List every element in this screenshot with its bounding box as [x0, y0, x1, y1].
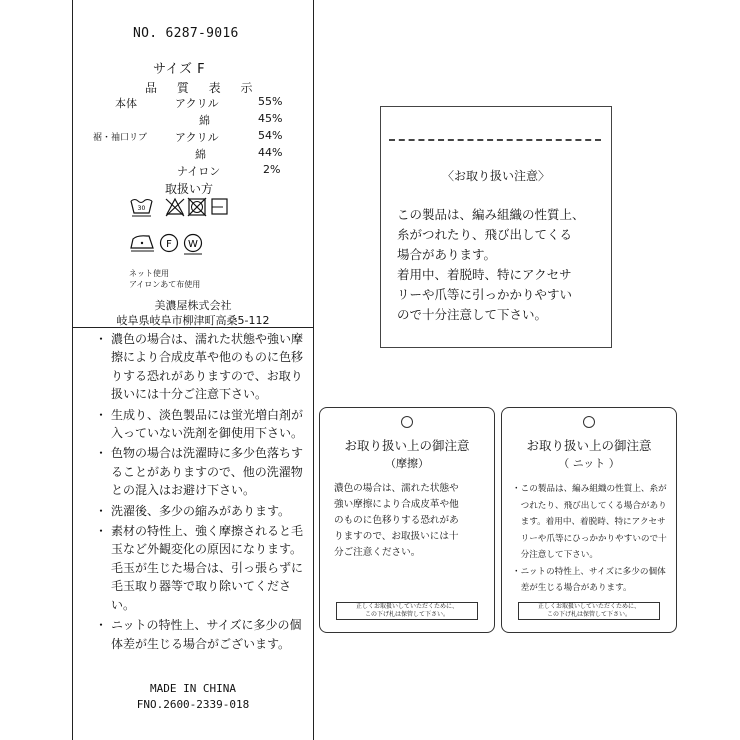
note-bullet: ・	[95, 446, 108, 461]
note-bullet: ・	[95, 332, 108, 346]
keep-tag-notice	[518, 602, 660, 620]
note-text: 生成り、淡色製品には蛍光増白剤が入っていない洗剤を御使用下さい。	[111, 407, 304, 441]
note-item	[73, 444, 313, 499]
dry-clean-f-icon	[161, 235, 178, 252]
tag-hole	[583, 416, 595, 428]
material-part: 裾・袖口リブ	[93, 133, 148, 143]
handling-caution-tag	[380, 106, 612, 348]
note-text: 色物の場合は洗濯時に多少色落ちすることがありますので、他の洗濯物との混入はお避け下さい。	[111, 446, 304, 498]
note-item	[73, 502, 313, 520]
knit-caution-tag	[501, 407, 677, 633]
fno-label: FNO.2600-2339-018	[136, 698, 250, 711]
care-note: アイロンあて布使用	[129, 280, 201, 289]
material-row	[73, 95, 313, 111]
tag-subtitle: （ ニット ）	[558, 457, 620, 470]
tag-line: 濃色の場合は、濡れた状態や	[334, 483, 459, 494]
no-tumble-dry-icon	[188, 198, 206, 216]
tag-line: ます。着用中、着脱時、特にアクセサ	[512, 517, 666, 527]
tag-line: 差が生じる場合があります。	[512, 583, 632, 593]
tag-title: お取り扱い上の御注意	[344, 438, 470, 453]
tag-line: ・この製品は、編み組織の性質上、糸が	[512, 484, 667, 494]
material-name: アクリル	[175, 97, 219, 110]
note-item	[73, 330, 313, 404]
tag-line: 強い摩擦により合成皮革や他	[334, 499, 459, 510]
material-name: アクリル	[175, 131, 219, 144]
tag-line: ので十分注意して下さい。	[397, 307, 548, 322]
no-bleach-icon	[166, 199, 184, 216]
note-bullet: ・	[95, 524, 108, 539]
material-percent: 2%	[263, 163, 281, 176]
material-name: 綿	[195, 148, 206, 161]
wet-clean-letter: W	[188, 239, 198, 250]
care-label-top	[73, 0, 313, 327]
wet-clean-w-icon	[184, 235, 202, 255]
material-row	[73, 146, 313, 162]
tag-body	[512, 481, 672, 597]
tag-line: リーや爪等に引っかかりやすい	[397, 287, 573, 302]
wash-30-net-icon	[131, 200, 152, 217]
care-symbols	[129, 196, 269, 256]
tag-line: つれたり、飛び出してくる場合があり	[512, 500, 667, 511]
material-row	[73, 112, 313, 128]
tag-hole	[401, 416, 413, 428]
note-bullet: ・	[95, 618, 108, 633]
care-note: ネット使用	[129, 269, 169, 278]
notice-line: この下げ札は保管して下さい。	[364, 610, 449, 618]
tag-subtitle: （摩擦）	[385, 457, 429, 470]
material-percent: 45%	[258, 112, 283, 125]
tag-line: ・ニットの特性上、サイズに多少の個体	[512, 566, 666, 577]
tag-line: 場合があります。	[397, 247, 497, 262]
material-name: ナイロン	[177, 165, 221, 178]
material-row	[73, 129, 313, 145]
material-percent: 44%	[258, 146, 283, 159]
abrasion-caution-tag	[319, 407, 495, 633]
tag-title: 〈お取り扱い注意〉	[441, 169, 550, 183]
product-number: NO. 6287-9016	[133, 26, 239, 41]
material-row	[73, 163, 313, 179]
note-bullet: ・	[95, 503, 108, 518]
wash-temperature: 30	[137, 205, 146, 212]
tag-line: 糸がつれたり、飛び出してくる	[397, 227, 573, 242]
notice-line: 正しくお取扱いしていただくために、	[355, 603, 458, 610]
tag-line: この製品は、編み組織の性質上、	[397, 207, 585, 222]
dry-clean-letter: F	[166, 239, 172, 250]
material-percent: 54%	[258, 129, 283, 142]
note-item	[73, 616, 313, 653]
tag-line: 分ご注意ください。	[334, 547, 421, 558]
care-heading: 取扱い方	[165, 182, 214, 196]
tag-line: のものに色移りする恐れがあ	[334, 515, 459, 526]
tag-line: りますので、お取扱いには十	[334, 531, 459, 542]
tag-body	[334, 481, 486, 561]
tag-line: 着用中、着脱時、特にアクセサ	[397, 267, 572, 282]
material-percent: 55%	[258, 95, 283, 108]
care-label	[72, 0, 314, 740]
quality-heading: 品 質 表 示	[145, 81, 261, 95]
company-address: 岐阜県岐阜市柳津町高桑5-112	[116, 314, 270, 327]
material-part: 本体	[115, 97, 137, 110]
notice-line: この下げ札は保管して下さい。	[546, 610, 631, 618]
notice-line: 正しくお取扱いしていただくために、	[537, 603, 640, 610]
tag-body	[397, 205, 607, 325]
tag-title: お取り扱い上の御注意	[526, 438, 652, 453]
company-name: 美濃屋株式会社	[154, 299, 232, 312]
origin-label: MADE IN CHINA	[149, 682, 237, 695]
label-divider	[73, 327, 313, 328]
keep-tag-notice	[336, 602, 478, 620]
note-text: 濃色の場合は、濡れた状態や強い摩擦により合成皮革や他のものに色移りする恐れがありますので、お取り扱いには十分ご注意下さい。	[111, 332, 304, 402]
care-notes-list	[73, 330, 313, 655]
size-label: サイズ F	[153, 62, 206, 77]
tag-line: リーや爪等にひっかかりやすいので十	[512, 533, 667, 544]
note-item	[73, 406, 313, 443]
tag-line: 分注意して下さい。	[512, 550, 598, 560]
note-bullet: ・	[95, 407, 108, 422]
note-item	[73, 522, 313, 614]
material-name: 綿	[199, 114, 210, 127]
perforation-line	[389, 139, 601, 141]
note-text: 素材の特性上、強く摩擦されると毛玉など外観変化の原因になります。毛玉が生じた場合は、引っ張らずに毛玉取り器等で取り除いてください。	[111, 524, 304, 612]
line-dry-icon	[212, 199, 227, 214]
iron-low-cloth-icon	[131, 236, 154, 251]
note-text: ニットの特性上、サイズに多少の個体差が生じる場合がございます。	[111, 618, 302, 651]
note-text: 洗濯後、多少の縮みがあります。	[111, 503, 291, 518]
